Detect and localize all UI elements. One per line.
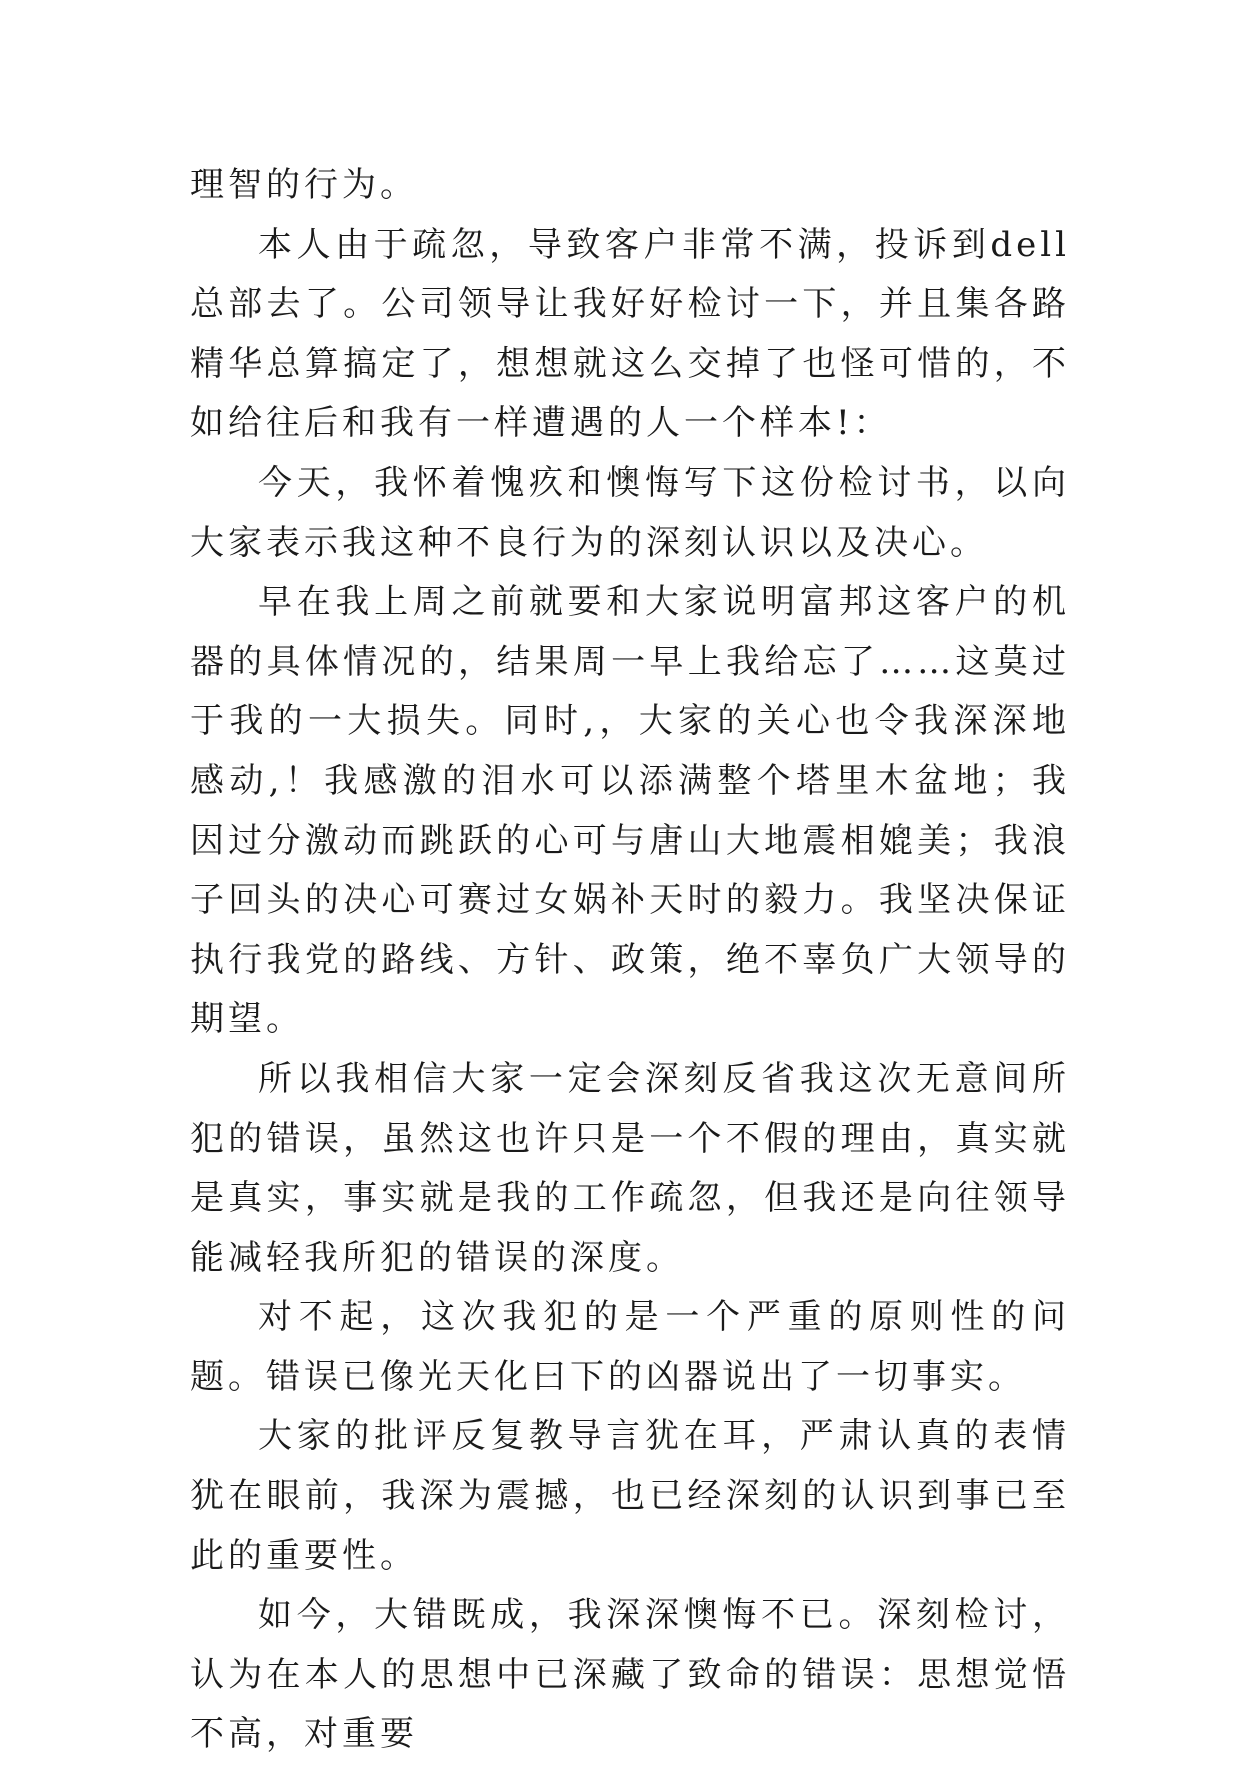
paragraph: 所以我相信大家一定会深刻反省我这次无意间所犯的错误，虽然这也许只是一个不假的理由，真实就是真实，事实就是我的工作疏忽，但我还是向往领导能减轻我所犯的错误的深度。 (190, 1058, 1070, 1278)
paragraph: 如今，大错既成，我深深懊悔不已。深刻检讨，认为在本人的思想中已深藏了致命的错误：思想觉悟不高，对重要 (190, 1595, 1070, 1755)
paragraph-continuation: 理智的行为。 (190, 165, 418, 205)
paragraph: 对不起，这次我犯的是一个严重的原则性的问题。错误已像光天化曰下的凶器说出了一切事实。 (190, 1297, 1070, 1397)
paragraph: 本人由于疏忽，导致客户非常不满，投诉到dell总部去了。公司领导让我好好检讨一下，并且集各路精华总算搞定了，想想就这么交掉了也怪可惜的，不如给往后和我有一样遭遇的人一个样本!： (190, 224, 1070, 444)
paragraph: 早在我上周之前就要和大家说明富邦这客户的机器的具体情况的，结果周一早上我给忘了……这莫过于我的一大损失。同时,，大家的关心也令我深深地感动,！我感激的泪水可以添满整个塔里木盆地；我因过分激动而跳跃的心可与唐山大地震相媲美；我浪子回头的决心可赛过女娲补天时的毅力。我坚决保证执行我党的路线、方针、政策，绝不辜负广大领导的期望。 (190, 582, 1070, 1040)
paragraph: 大家的批评反复教导言犹在耳，严肃认真的表情犹在眼前，我深为震撼，也已经深刻的认识到事已至此的重要性。 (190, 1416, 1070, 1576)
document-body (190, 156, 1070, 1765)
paragraph: 今天，我怀着愧疚和懊悔写下这份检讨书，以向大家表示我这种不良行为的深刻认识以及决心。 (190, 462, 1070, 563)
